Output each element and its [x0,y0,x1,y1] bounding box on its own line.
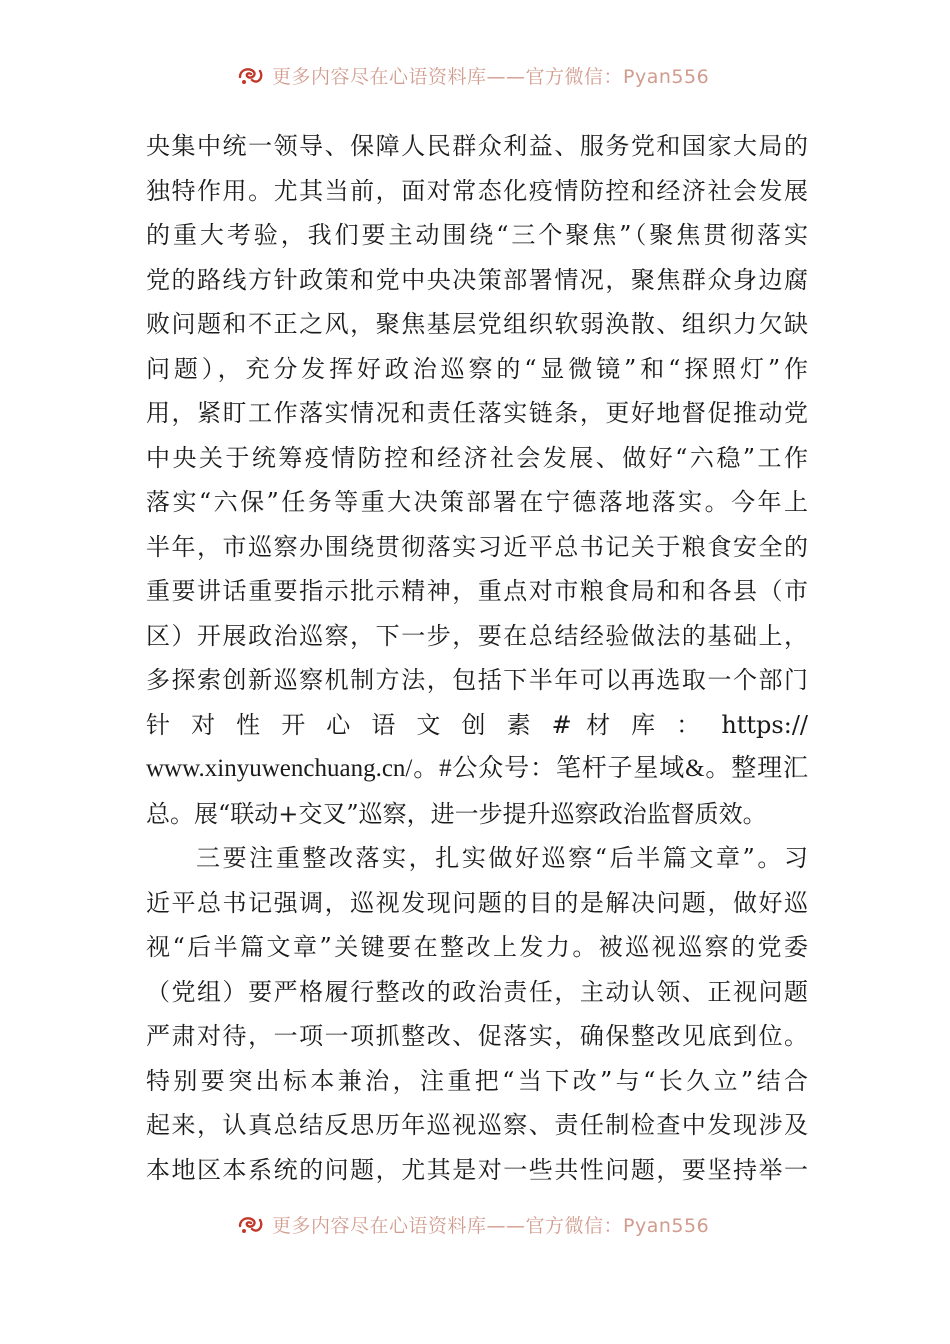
text-line: 落实“六保”任务等重大决策部署在宁德落地落实。今年上 [146,488,808,516]
text-line: （党组）要严格履行整改的政治责任，主动认领、正视问题 [146,977,808,1006]
text-line: 的重大考验，我们要主动围绕“三个聚焦”（聚焦贯彻落实 [146,221,808,249]
text-line: 起来，认真总结反思历年巡视巡察、责任制检查中发现涉及 [146,1111,808,1139]
text-line: 视“后半篇文章”关键要在整改上发力。被巡视巡察的党委 [146,933,808,961]
text-line: 针 对 性 开 心 语 文 创 素 # 材 库 ： https:// [146,710,808,739]
text-line: 严肃对待，一项一项抓整改、促落实，确保整改见底到位。 [146,1022,808,1050]
paragraph-2 [146,836,808,1192]
text-line: 总。展“联动+交叉”巡察，进一步提升巡察政治监督质效。 [146,799,767,828]
paragraph-1 [146,124,808,836]
text-line: 特别要突出标本兼治，注重把“当下改”与“长久立”结合 [146,1066,808,1095]
text-line: 败问题和不正之风，聚焦基层党组织软弱涣散、组织力欠缺 [146,310,808,338]
text-line: 央集中统一领导、保障人民群众利益、服务党和国家大局的 [146,132,808,160]
text-line: 区）开展政治巡察，下一步，要在总结经验做法的基础上， [146,621,808,650]
footer-banner [0,1206,950,1236]
text-line-url: www.xinyuwenchuang.cn/。#公众号：笔杆子星域&。整理汇 [146,755,808,782]
text-line: 问题），充分发挥好政治巡察的“显微镜”和“探照灯”作 [146,354,808,383]
brand-logo-icon [236,63,266,87]
footer-banner-text: 更多内容尽在心语资料库——官方微信：Pyan556 [272,1214,710,1236]
brand-logo-icon [236,1212,266,1236]
text-line: 中央关于统筹疫情防控和经济社会发展、做好“六稳”工作 [146,443,808,472]
text-line: 多探索创新巡察机制方法，包括下半年可以再选取一个部门 [146,666,808,694]
document-body [146,124,808,1192]
text-line: 重要讲话重要指示批示精神，重点对市粮食局和和各县（市 [146,577,808,605]
text-line: 半年，市巡察办围绕贯彻落实习近平总书记关于粮食安全的 [146,532,808,561]
text-line: 用，紧盯工作落实情况和责任落实链条，更好地督促推动党 [146,399,808,427]
text-line: 独特作用。尤其当前，面对常态化疫情防控和经济社会发展 [146,176,808,205]
text-line: 本地区本系统的问题，尤其是对一些共性问题，要坚持举一 [146,1155,808,1184]
text-line: 三要注重整改落实，扎实做好巡察“后半篇文章”。习 [196,844,808,872]
header-banner-text: 更多内容尽在心语资料库——官方微信：Pyan556 [272,65,710,87]
header-banner [0,57,950,87]
text-line: 党的路线方针政策和党中央决策部署情况，聚焦群众身边腐 [146,265,808,294]
text-line: 近平总书记强调，巡视发现问题的目的是解决问题，做好巡 [146,888,808,917]
